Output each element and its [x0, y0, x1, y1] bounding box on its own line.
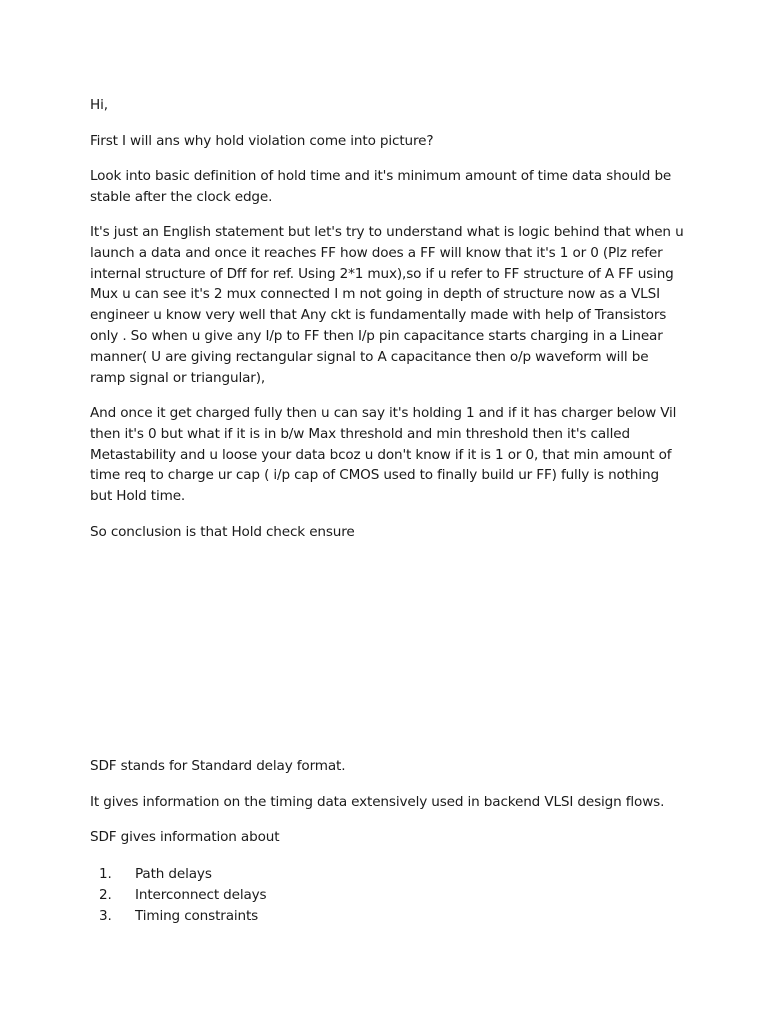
conclusion-paragraph — [90, 522, 690, 543]
metastability-line: but Hold time. — [90, 488, 186, 505]
list-item — [90, 906, 267, 927]
list-item-number: 2. — [99, 887, 112, 903]
list-item-number: 1. — [99, 866, 112, 882]
question-line: First I will ans why hold violation come into picture? — [90, 133, 434, 149]
explanation-line: manner( U are giving rectangular signal to A capacitance then o/p waveform will be — [90, 348, 649, 365]
explanation-line: internal structure of Dff for ref. Using 2*1 mux),so if u refer to FF structure of A FF using — [90, 265, 674, 282]
sdf-about-paragraph — [90, 827, 690, 848]
explanation-line: ramp signal or triangular), — [90, 369, 266, 386]
explanation-line: It's just an English statement but let's try to understand what is logic behind that when u — [90, 224, 684, 240]
greeting-line: Hi, — [90, 97, 108, 113]
greeting-text — [90, 95, 690, 116]
sdf-info-list — [90, 864, 267, 927]
list-item-text: Path delays — [135, 866, 212, 882]
sdf-info-line: It gives information on the timing data extensively used in backend VLSI design flows. — [90, 794, 665, 810]
metastability-line: Metastability and u loose your data bcoz u don't know if it is 1 or 0, that min amount of — [90, 446, 672, 463]
sdf-definition-paragraph — [90, 756, 690, 777]
explanation-line: launch a data and once it reaches FF how does a FF will know that it's 1 or 0 (Plz refer — [90, 244, 663, 261]
explanation-line: only . So when u give any I/p to FF then I/p pin capacitance starts charging in a Linear — [90, 327, 663, 344]
definition-line: Look into basic definition of hold time and it's minimum amount of time data should be — [90, 168, 672, 184]
metastability-line: then it's 0 but what if it is in b/w Max threshold and min threshold then it's called — [90, 425, 630, 442]
explanation-line: Mux u can see it's 2 mux connected I m not going in depth of structure now as a VLSI — [90, 286, 660, 303]
conclusion-line: So conclusion is that Hold check ensure — [90, 524, 355, 540]
list-item-number: 3. — [99, 908, 112, 924]
explanation-paragraph — [90, 222, 690, 388]
list-item — [90, 864, 267, 885]
sdf-definition-line: SDF stands for Standard delay format. — [90, 758, 346, 774]
list-item — [90, 885, 267, 906]
metastability-line: time req to charge ur cap ( i/p cap of CMOS used to finally build ur FF) fully is nothing — [90, 467, 659, 484]
metastability-line: And once it get charged fully then u can say it's holding 1 and if it has charger below Vil — [90, 405, 677, 421]
definition-line: stable after the clock edge. — [90, 188, 273, 205]
list-item-text: Timing constraints — [135, 908, 259, 924]
sdf-about-line: SDF gives information about — [90, 829, 280, 845]
metastability-paragraph — [90, 403, 690, 507]
question-paragraph — [90, 131, 690, 152]
definition-paragraph — [90, 166, 690, 208]
explanation-line: engineer u know very well that Any ckt is fundamentally made with help of Transistors — [90, 307, 667, 324]
sdf-info-paragraph — [90, 792, 690, 813]
list-item-text: Interconnect delays — [135, 887, 267, 903]
